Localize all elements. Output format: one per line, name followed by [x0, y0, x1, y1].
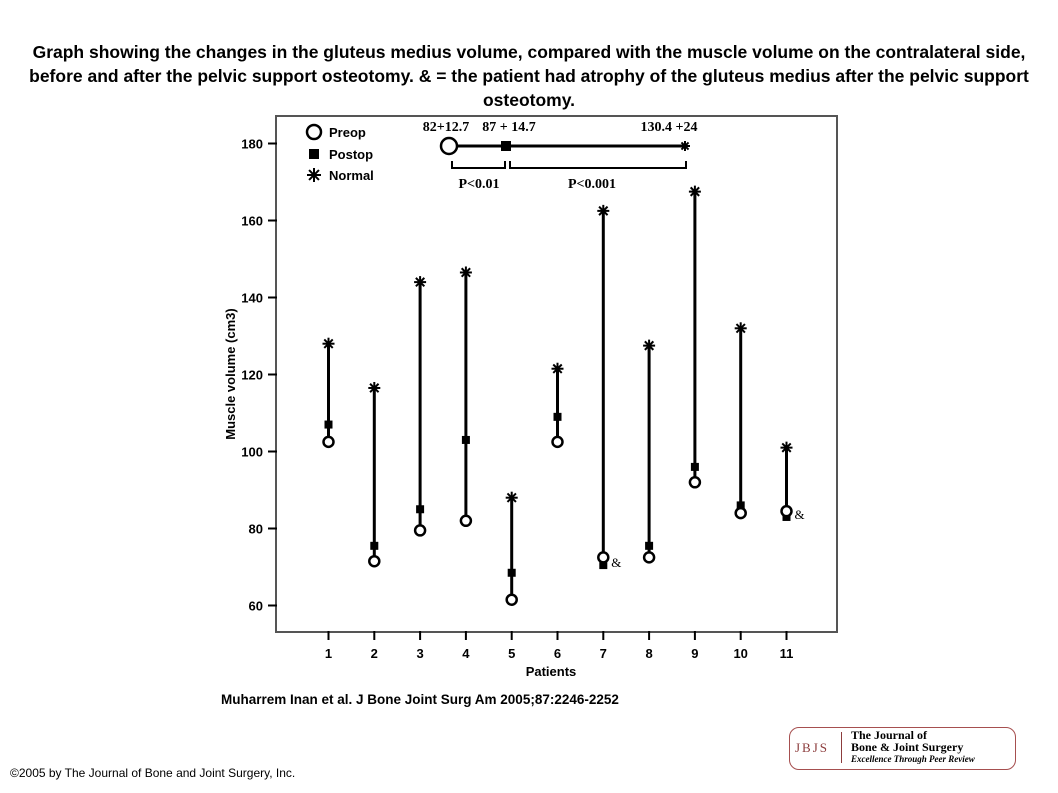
postop-point	[416, 505, 424, 513]
y-tick-label: 180	[241, 136, 263, 152]
preop-point	[415, 525, 425, 535]
x-tick-label: 9	[691, 646, 699, 661]
preop-point	[369, 556, 379, 566]
postop-point	[325, 421, 333, 429]
x-tick-label: 1	[324, 646, 333, 661]
y-tick-label: 80	[248, 521, 263, 537]
normal-point-core	[693, 190, 697, 194]
legend-preop-marker	[307, 125, 321, 139]
postop-point	[645, 542, 653, 550]
summary-normal-marker	[680, 141, 690, 151]
legend-label: Normal	[329, 168, 374, 183]
p-value-post-normal: P<0.001	[567, 177, 617, 192]
normal-point	[735, 322, 747, 334]
x-tick-label: 6	[553, 646, 562, 661]
copyright: ©2005 by The Journal of Bone and Joint Surgery, Inc.	[10, 766, 296, 780]
bracket-post-normal	[510, 161, 686, 168]
normal-point	[597, 205, 609, 217]
normal-point	[689, 186, 701, 198]
logo-divider	[841, 732, 842, 763]
normal-point-core	[785, 446, 789, 450]
preop-point	[782, 506, 792, 516]
legend-label: Preop	[329, 125, 366, 140]
preop-point	[736, 508, 746, 518]
summary-postop-marker	[501, 141, 511, 151]
x-tick-label: 3	[416, 646, 424, 661]
logo-line-1: The Journal of	[851, 728, 928, 742]
y-tick-label: 120	[241, 367, 263, 383]
postop-point	[691, 463, 699, 471]
x-tick-label: 10	[733, 646, 748, 661]
normal-point	[781, 442, 793, 454]
x-tick-label: 2	[370, 646, 378, 661]
normal-point-core	[647, 344, 651, 348]
legend-normal-marker-core	[312, 173, 316, 177]
x-tick-label: 11	[779, 646, 794, 661]
normal-point-core	[464, 270, 468, 274]
normal-point	[460, 266, 472, 278]
normal-point	[552, 363, 564, 375]
preop-point	[644, 552, 654, 562]
logo-tagline: Excellence Through Peer Review	[851, 754, 975, 764]
summary-preop-marker	[441, 138, 457, 154]
citation: Muharrem Inan et al. J Bone Joint Surg Am 2005;87:2246-2252	[221, 692, 619, 707]
chart-title: Graph showing the changes in the gluteus medius volume, compared with the muscle volume on the contralateral side, before and after the pelvic support osteotomy. & = the patient had atrophy of the gluteus medius after the pelvic support osteotomy.	[29, 42, 1029, 110]
y-tick-label: 160	[241, 213, 263, 229]
normal-point-core	[556, 367, 560, 371]
legend-label: Postop	[329, 147, 374, 162]
x-tick-label: 8	[645, 646, 653, 661]
p-value-pre-post: P<0.01	[458, 177, 500, 192]
postop-point	[554, 413, 562, 421]
normal-point-core	[601, 209, 605, 213]
normal-point-core	[327, 342, 331, 346]
postop-point	[462, 436, 470, 444]
preop-point	[324, 437, 334, 447]
preop-point	[507, 595, 517, 605]
x-axis-label: Patients	[525, 664, 577, 679]
summary-postop-label: 87 + 14.7	[482, 120, 536, 135]
summary-preop-label: 82+12.7	[422, 120, 470, 135]
normal-point	[323, 338, 335, 350]
preop-point	[690, 477, 700, 487]
logo-mark: JBJS	[795, 740, 830, 755]
preop-point	[553, 437, 563, 447]
normal-point-core	[510, 496, 514, 500]
x-tick-label: 4	[462, 646, 470, 661]
normal-point	[506, 492, 518, 504]
summary-normal-marker-core	[683, 144, 687, 148]
normal-point-core	[418, 280, 422, 284]
legend-normal-marker	[307, 168, 321, 182]
x-tick-label: 7	[599, 646, 607, 661]
journal-logo	[789, 727, 1017, 771]
atrophy-flag: &	[611, 555, 622, 571]
normal-point	[368, 382, 380, 394]
normal-point	[643, 340, 655, 352]
normal-point-core	[372, 386, 376, 390]
summary-normal-label: 130.4 +24	[640, 120, 698, 135]
y-tick-label: 100	[241, 444, 263, 460]
legend-postop-marker	[309, 149, 319, 159]
logo-line-2: Bone & Joint Surgery	[851, 740, 964, 754]
postop-point	[370, 542, 378, 550]
postop-point	[508, 569, 516, 577]
preop-point	[598, 552, 608, 562]
preop-point	[461, 516, 471, 526]
y-tick-label: 140	[241, 290, 263, 306]
y-tick-label: 60	[248, 598, 263, 614]
normal-point	[414, 276, 426, 288]
atrophy-flag: &	[794, 506, 805, 522]
normal-point-core	[739, 326, 743, 330]
x-tick-label: 5	[508, 646, 516, 661]
y-axis-label: Muscle volume (cm3)	[223, 308, 238, 440]
bracket-pre-post	[452, 161, 505, 168]
